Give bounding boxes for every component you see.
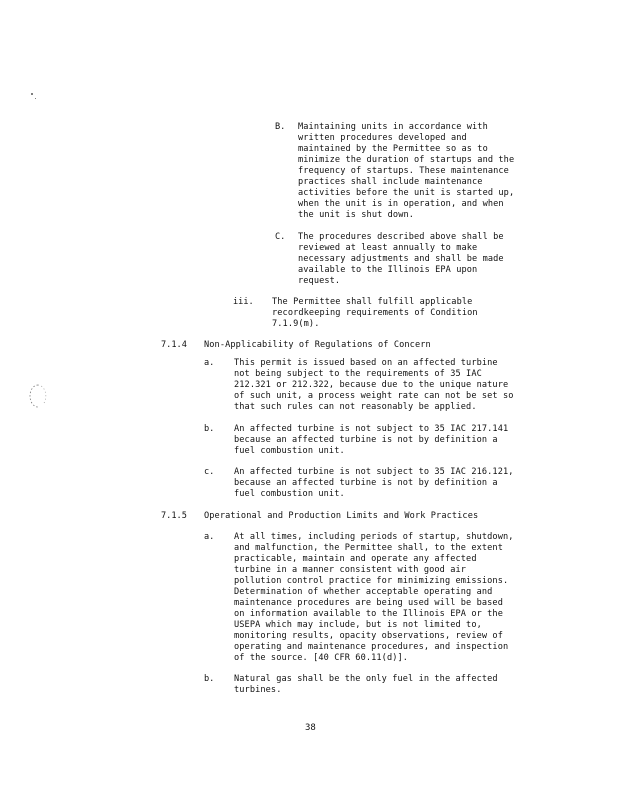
text-line: practicable, maintain and operate any affected <box>234 554 477 564</box>
scan-speck <box>31 93 33 95</box>
item-marker-iii: iii. <box>233 297 254 307</box>
text-line: 7.1.9(m). <box>272 319 320 329</box>
text-line: monitoring results, opacity observations, review of <box>234 631 503 641</box>
text-line: recordkeeping requirements of Condition <box>272 308 478 318</box>
page-number: 38 <box>305 723 316 733</box>
text-line: not being subject to the requirements of 35 IAC <box>234 369 482 379</box>
text-line: 212.321 or 212.322, because due to the unique nature <box>234 380 509 390</box>
text-line: and malfunction, the Permittee shall, to the extent <box>234 543 503 553</box>
text-line: of such unit, a process weight rate can not be set so <box>234 391 514 401</box>
text-line: maintenance procedures are being used will be based <box>234 598 503 608</box>
text-line: At all times, including periods of startup, shutdown, <box>234 532 514 542</box>
text-line: fuel combustion unit. <box>234 446 345 456</box>
item-marker-b: B. <box>275 122 286 132</box>
text-line: An affected turbine is not subject to 35 IAC 216.121, <box>234 467 514 477</box>
text-line: when the unit is in operation, and when <box>298 199 504 209</box>
section-number-714: 7.1.4 <box>161 340 187 350</box>
hole-punch-mark <box>28 383 48 409</box>
text-line: available to the Illinois EPA upon <box>298 265 478 275</box>
text-line: Natural gas shall be the only fuel in the affected <box>234 674 498 684</box>
text-line: that such rules can not reasonably be applied. <box>234 402 477 412</box>
section-number-715: 7.1.5 <box>161 511 187 521</box>
text-line: pollution control practice for minimizing emissions. <box>234 576 509 586</box>
text-line: activities before the unit is started up, <box>298 188 515 198</box>
item-marker-c: C. <box>275 232 286 242</box>
text-line: on information available to the Illinois EPA or the <box>234 609 503 619</box>
text-line: reviewed at least annually to make <box>298 243 478 253</box>
text-line: The procedures described above shall be <box>298 232 504 242</box>
text-line: because an affected turbine is not by definition a <box>234 478 498 488</box>
text-line: practices shall include maintenance <box>298 177 483 187</box>
text-line: turbines. <box>234 685 282 695</box>
text-line: frequency of startups. These maintenance <box>298 166 509 176</box>
text-line: request. <box>298 276 341 286</box>
text-line: the unit is shut down. <box>298 210 415 220</box>
text-line: necessary adjustments and shall be made <box>298 254 504 264</box>
text-line: maintained by the Permittee so as to <box>298 144 488 154</box>
text-line: Determination of whether acceptable operating and <box>234 587 493 597</box>
text-line: of the source. [40 CFR 60.11(d)]. <box>234 653 409 663</box>
text-line: operating and maintenance procedures, and inspection <box>234 642 509 652</box>
text-line: fuel combustion unit. <box>234 489 345 499</box>
text-line: The Permittee shall fulfill applicable <box>272 297 473 307</box>
text-line: This permit is issued based on an affected turbine <box>234 358 498 368</box>
item-marker-714-b: b. <box>204 424 215 434</box>
item-marker-715-b: b. <box>204 674 215 684</box>
text-line: An affected turbine is not subject to 35 IAC 217.141 <box>234 424 509 434</box>
text-line: Maintaining units in accordance with <box>298 122 488 132</box>
text-line: written procedures developed and <box>298 133 467 143</box>
text-line: minimize the duration of startups and the <box>298 155 515 165</box>
text-line: turbine in a manner consistent with good air <box>234 565 467 575</box>
item-marker-714-c: c. <box>204 467 215 477</box>
section-heading-714: Non-Applicability of Regulations of Concern <box>204 340 431 350</box>
scan-speck <box>35 98 36 99</box>
section-heading-715: Operational and Production Limits and Work Practices <box>204 511 479 521</box>
text-line: because an affected turbine is not by definition a <box>234 435 498 445</box>
text-line: USEPA which may include, but is not limited to, <box>234 620 482 630</box>
item-marker-715-a: a. <box>204 532 215 542</box>
item-marker-714-a: a. <box>204 358 215 368</box>
